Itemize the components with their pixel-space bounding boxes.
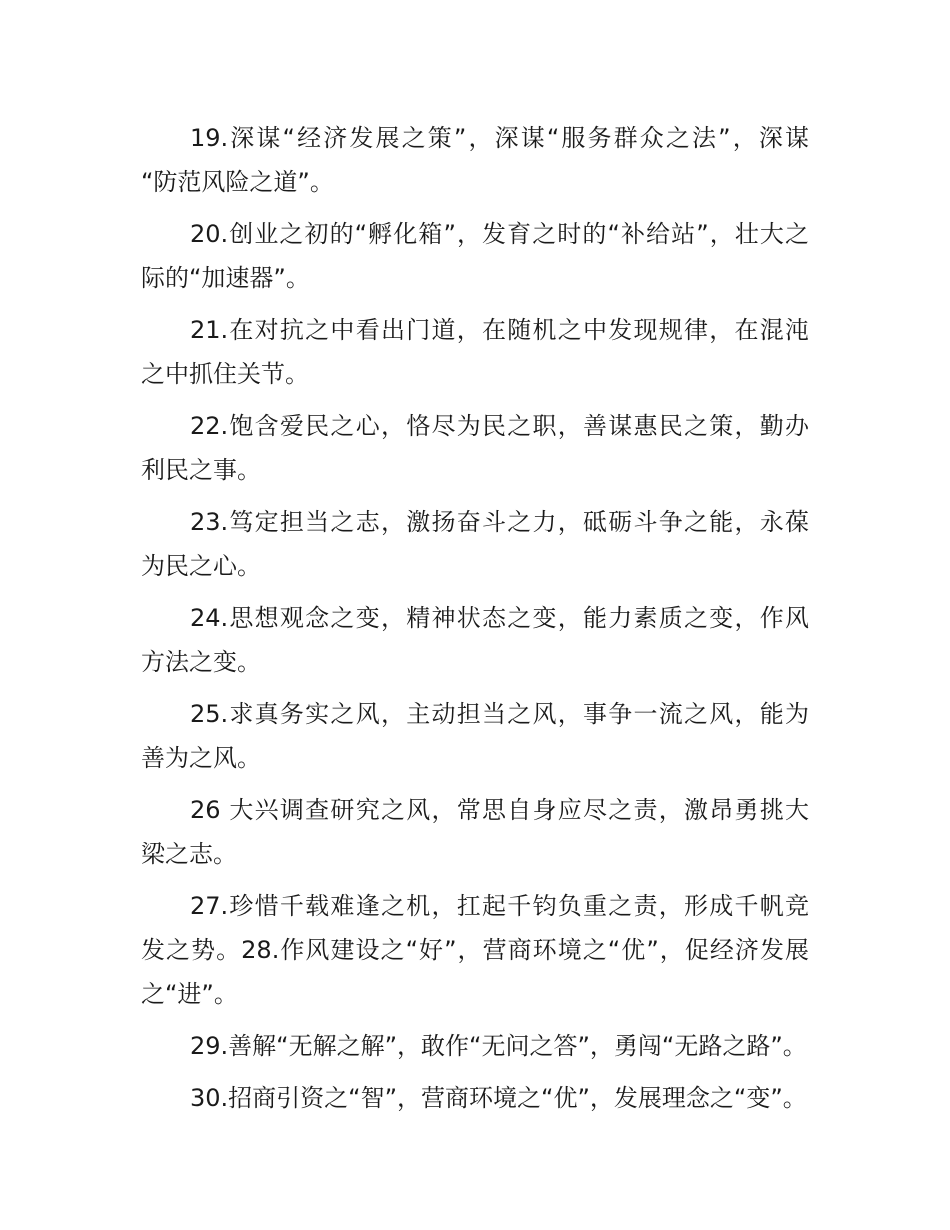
text-line: 23.笃定担当之志，激扬奋斗之力，砥砺斗争之能，永葆 [190,508,809,536]
document-page [141,116,809,1128]
text-line: 方法之变。 [141,648,261,676]
paragraph-25 [141,692,809,780]
text-line: 22.饱含爱民之心，恪尽为民之职，善谋惠民之策，勤办 [190,412,809,440]
text-line: 24.思想观念之变，精神状态之变，能力素质之变，作风 [190,604,809,632]
text-line: 利民之事。 [141,456,261,484]
text-line: 27.珍惜千载难逢之机，扛起千钧负重之责，形成千帆竞 [190,892,809,920]
paragraph-23 [141,500,809,588]
text-line: 25.求真务实之风，主动担当之风，事争一流之风，能为 [190,700,809,728]
text-line: 发之势。28.作风建设之“好”，营商环境之“优”，促经济发展 [141,936,809,964]
text-line: 梁之志。 [141,840,237,868]
text-line: 30.招商引资之“智”，营商环境之“优”，发展理念之“变”。 [190,1084,807,1112]
paragraph-22 [141,404,809,492]
text-line: 21.在对抗之中看出门道，在随机之中发现规律，在混沌 [190,316,809,344]
paragraph-29 [141,1024,809,1068]
paragraph-27-28 [141,884,809,1016]
text-line: 为民之心。 [141,552,261,580]
paragraph-30 [141,1076,809,1120]
text-line: 之中抓住关节。 [141,360,309,388]
text-line: 之“进”。 [141,980,238,1008]
paragraph-24 [141,596,809,684]
text-line: 20.创业之初的“孵化箱”，发育之时的“补给站”，壮大之 [190,220,809,248]
paragraph-21 [141,308,809,396]
paragraph-19 [141,116,809,204]
text-line: 19.深谋“经济发展之策”，深谋“服务群众之法”，深谋 [190,124,809,152]
text-line: 际的“加速器”。 [141,264,310,292]
paragraph-20 [141,212,809,300]
text-line: “防范风险之道”。 [141,168,334,196]
text-line: 29.善解“无解之解”，敢作“无问之答”，勇闯“无路之路”。 [190,1032,807,1060]
text-line: 善为之风。 [141,744,261,772]
text-line: 26 大兴调查研究之风，常思自身应尽之责，激昂勇挑大 [190,796,809,824]
paragraph-26 [141,788,809,876]
